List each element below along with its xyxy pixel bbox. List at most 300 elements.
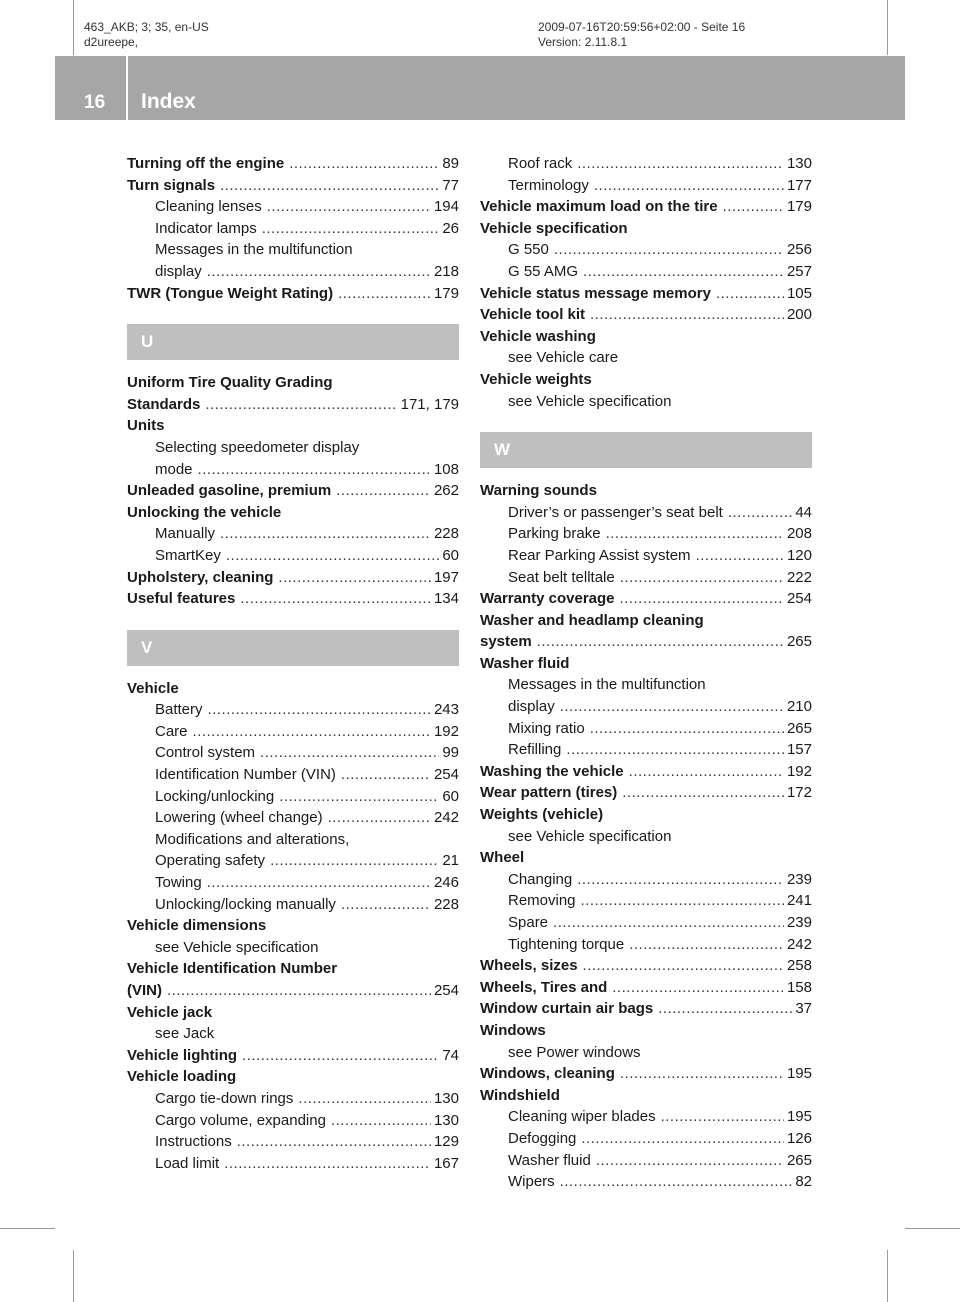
index-subentry [127,437,459,480]
page-reference: 26 [442,219,459,237]
index-entry [480,847,812,869]
entry-text-line: Uniform Tire Quality Grading [127,374,333,392]
page-reference: 60 [442,546,459,564]
index-entry [480,196,812,218]
entry-term: Parking brake [508,525,601,543]
meta-left-line1: 463_AKB; 3; 35, en-US [84,20,209,34]
page-reference: 256 [786,241,812,259]
index-subentry [127,742,459,764]
page-reference: 200 [786,306,812,324]
entry-term: Terminology [508,176,589,194]
index-subentry [480,545,812,567]
entry-term: Locking/unlocking [155,787,275,805]
entry-term: display [508,698,555,716]
page-reference: 37 [795,1000,812,1018]
entry-term: Defogging [508,1129,577,1147]
dot-leader [328,807,431,829]
entry-term: Operating safety [155,852,266,870]
entry-term: Windshield [480,1086,560,1104]
dot-leader [577,153,784,175]
dot-leader [622,782,784,804]
index-subentry [127,937,459,959]
dot-leader [606,523,784,545]
entry-term: Vehicle washing [480,327,596,345]
dot-leader [590,304,784,326]
entry-term: Vehicle maximum load on the tire [480,198,718,216]
crop-mark [0,1228,55,1229]
entry-term: mode [155,460,193,478]
dot-leader [226,545,439,567]
index-entry [127,283,459,305]
crop-mark [887,0,888,55]
index-subentry [127,196,459,218]
index-entry [127,480,459,502]
index-subentry [480,175,812,197]
index-subentry [480,567,812,589]
index-subentry [127,872,459,894]
page-reference: 171, 179 [400,395,459,413]
index-subentry [480,502,812,524]
page-reference: 82 [795,1173,812,1191]
page-reference: 195 [786,1108,812,1126]
dot-leader [583,261,784,283]
entry-term: Wipers [508,1173,555,1191]
dot-leader [331,1110,431,1132]
entry-term: Unleaded gasoline, premium [127,482,332,500]
page-reference: 222 [786,568,812,586]
entry-term: see Power windows [508,1043,641,1061]
index-subentry [480,1106,812,1128]
page-reference: 239 [786,870,812,888]
page-title: Index [141,90,196,113]
entry-term: Roof rack [508,155,573,172]
entry-term: TWR (Tongue Weight Rating) [127,284,334,302]
index-entry [480,480,812,502]
section-letter-heading: W [480,432,812,468]
page-reference: 210 [786,698,812,716]
entry-term: Indicator lamps [155,219,257,237]
index-subentry [127,721,459,743]
page-reference: 254 [433,982,459,999]
entry-term: Turn signals [127,176,216,194]
crop-mark [73,1250,74,1302]
meta-left-line2: d2ureepe, [84,35,139,49]
page-reference: 265 [786,1151,812,1169]
entry-term: Vehicle weights [480,370,592,388]
entry-term: see Jack [155,1025,215,1043]
page-reference: 105 [786,284,812,302]
entry-term: Seat belt telltale [508,568,615,586]
dot-leader [240,588,431,610]
index-subentry [127,699,459,721]
index-entry [127,372,459,415]
index-subentry [480,1171,812,1193]
index-subentry [480,347,812,369]
page-reference: 158 [786,978,812,996]
dot-leader [620,1063,784,1085]
entry-text-line: Modifications and alterations, [155,830,350,848]
index-subentry [127,1153,459,1175]
dot-leader [207,261,431,283]
entry-term: Vehicle tool kit [480,306,586,324]
index-subentry [127,239,459,282]
entry-term: Vehicle lighting [127,1046,238,1064]
index-entry [480,1020,812,1042]
dot-leader [167,980,431,1002]
entry-term: Upholstery, cleaning [127,568,274,586]
entry-term: (VIN) [127,982,162,999]
index-subentry [480,523,812,545]
entry-term: see Vehicle specification [508,827,672,845]
dot-leader [207,872,431,894]
page-reference: 130 [433,1111,459,1129]
index-subentry [127,894,459,916]
page-reference: 228 [433,895,459,913]
entry-term: Washing the vehicle [480,762,624,780]
index-subentry [480,1150,812,1172]
index-subentry [127,764,459,786]
entry-term: Tightening torque [508,935,625,953]
entry-term: Standards [127,395,201,413]
entry-term: Wheels, Tires and [480,978,608,996]
entry-term: Useful features [127,590,236,608]
index-entry [480,653,812,675]
dot-leader [560,696,784,718]
page-reference: 108 [433,460,459,478]
index-subentry [480,1042,812,1064]
index-subentry [127,807,459,829]
section-letter-heading: U [127,324,459,360]
index-entry [127,1066,459,1088]
entry-term: G 550 [508,241,549,259]
page-reference: 246 [433,874,459,892]
index-subentry [480,239,812,261]
index-entry [480,326,812,348]
page-reference: 60 [442,787,459,805]
index-subentry [127,1023,459,1045]
dot-leader [553,912,784,934]
entry-term: Cargo tie-down rings [155,1089,294,1107]
page-reference: 74 [442,1046,459,1064]
page-reference: 192 [786,762,812,780]
index-column-left [127,153,459,1174]
entry-term: Load limit [155,1154,220,1172]
dot-leader [728,502,792,524]
entry-term: see Vehicle care [508,349,619,367]
page-reference: 99 [442,744,459,762]
index-entry [480,955,812,977]
entry-term: see Vehicle specification [508,392,672,410]
dot-leader [336,480,431,502]
dot-leader [341,764,431,786]
entry-term: SmartKey [155,546,221,564]
entry-term: G 55 AMG [508,262,579,280]
dot-leader [242,1045,439,1067]
entry-text-line: Washer and headlamp cleaning [480,611,704,629]
entry-term: Vehicle jack [127,1003,213,1021]
page-reference: 254 [786,590,812,608]
entry-text-line: Messages in the multifunction [155,241,353,259]
dot-leader [289,153,439,175]
dot-leader [262,218,440,240]
index-subentry [480,739,812,761]
page-reference: 89 [442,155,459,172]
dot-leader [220,523,431,545]
entry-term: Spare [508,914,549,931]
index-subentry [480,391,812,413]
entry-term: Instructions [155,1133,232,1151]
entry-term: Manually [155,525,216,543]
dot-leader [577,869,784,891]
index-entry [480,804,812,826]
page-reference: 239 [786,914,812,931]
dot-leader [590,718,784,740]
entry-term: Changing [508,870,573,888]
dot-leader [208,699,431,721]
page-reference: 194 [433,198,459,216]
dot-leader [237,1131,431,1153]
dot-leader [554,239,784,261]
entry-term: Wear pattern (tires) [480,784,618,802]
dot-leader [581,890,784,912]
page-reference: 241 [786,892,812,910]
page-reference: 157 [786,741,812,759]
entry-term: Unlocking/locking manually [155,895,336,913]
index-subentry [480,1128,812,1150]
index-entry [480,1085,812,1107]
index-subentry [127,545,459,567]
crop-mark [887,1250,888,1302]
index-subentry [127,786,459,808]
dot-leader [267,196,431,218]
index-entry [480,218,812,240]
dot-leader [205,394,397,416]
entry-term: Vehicle dimensions [127,917,267,935]
page-reference: 130 [433,1089,459,1107]
entry-term: Battery [155,701,203,719]
index-entry [480,610,812,653]
entry-term: Rear Parking Assist system [508,546,691,564]
entry-term: Lowering (wheel change) [155,809,323,827]
index-subentry [127,218,459,240]
index-entry [480,1063,812,1085]
entry-term: Turning off the engine [127,155,285,172]
dot-leader [596,1150,784,1172]
index-entry [480,304,812,326]
dot-leader [220,175,439,197]
dot-leader [560,1171,793,1193]
page-reference: 262 [433,482,459,500]
dot-leader [723,196,784,218]
dot-leader [696,545,784,567]
index-column-right [480,153,812,1193]
dot-leader [620,588,784,610]
page-reference: 258 [786,957,812,975]
print-metadata-right [538,20,745,50]
entry-term: Wheels, sizes [480,957,578,975]
entry-term: Windows [480,1021,546,1039]
print-metadata-left [84,20,209,50]
page-reference: 77 [442,176,459,194]
entry-term: Mixing ratio [508,719,585,737]
index-entry [480,998,812,1020]
index-subentry [480,934,812,956]
entry-term: Vehicle specification [480,219,628,237]
page-reference: 126 [786,1129,812,1147]
entry-term: Vehicle loading [127,1068,237,1086]
dot-leader [260,742,439,764]
meta-right-line1: 2009-07-16T20:59:56+02:00 - Seite 16 [538,20,746,34]
page-number: 16 [84,92,106,113]
index-subentry [127,1088,459,1110]
entry-term: Units [127,417,165,435]
entry-term: Driver’s or passenger’s seat belt [508,503,723,521]
index-entry [127,153,459,175]
index-subentry [480,912,812,934]
index-subentry [127,523,459,545]
entry-term: display [155,262,202,280]
dot-leader [298,1088,431,1110]
entry-term: Cleaning lenses [155,198,262,216]
page-reference: 265 [786,719,812,737]
page-reference: 44 [795,503,812,521]
index-entry [480,283,812,305]
page-reference: 195 [786,1065,812,1083]
index-entry [480,782,812,804]
entry-term: Warranty coverage [480,590,615,608]
index-entry [480,761,812,783]
dot-leader [594,175,784,197]
entry-term: Washer fluid [508,1151,591,1169]
index-entry [127,567,459,589]
dot-leader [278,567,431,589]
dot-leader [620,567,784,589]
meta-right-line2: Version: 2.11.8.1 [538,35,628,49]
page-reference: 179 [433,284,459,302]
index-entry [480,977,812,999]
entry-term: Vehicle status message memory [480,284,711,302]
entry-term: Removing [508,892,576,910]
index-subentry [480,869,812,891]
index-subentry [127,1131,459,1153]
entry-term: Weights (vehicle) [480,806,604,824]
entry-term: Identification Number (VIN) [155,766,336,784]
dot-leader [198,459,431,481]
index-subentry [480,718,812,740]
dot-leader [270,850,439,872]
index-subentry [480,890,812,912]
dot-leader [193,721,431,743]
page-reference: 177 [786,176,812,194]
entry-term: Wheel [480,849,525,867]
entry-term: see Vehicle specification [155,938,319,956]
page-reference: 265 [786,633,812,651]
page-reference: 208 [786,525,812,543]
page-reference: 179 [786,198,812,216]
page-reference: 192 [433,722,459,740]
page-reference: 254 [433,766,459,784]
index-entry [127,1045,459,1067]
dot-leader [661,1106,784,1128]
header-divider [126,56,128,120]
dot-leader [537,631,784,653]
index-entry [127,915,459,937]
index-entry [127,1002,459,1024]
page-reference: 129 [433,1133,459,1151]
entry-term: Cleaning wiper blades [508,1108,656,1126]
index-entry [127,502,459,524]
index-subentry [127,1110,459,1132]
section-letter-heading: V [127,630,459,666]
entry-term: Refilling [508,741,562,759]
page-reference: 243 [433,701,459,719]
page-reference: 120 [786,546,812,564]
entry-text-line: Selecting speedometer display [155,438,360,456]
entry-term: Washer fluid [480,654,570,672]
page-reference: 228 [433,525,459,543]
page-reference: 242 [786,935,812,953]
dot-leader [581,1128,784,1150]
entry-term: Window curtain air bags [480,1000,654,1018]
entry-text-line: Messages in the multifunction [508,676,706,694]
page-reference: 130 [786,155,812,172]
dot-leader [583,955,784,977]
index-entry [127,958,459,1001]
entry-term: Towing [155,874,202,892]
index-entry [127,588,459,610]
index-entry [127,175,459,197]
index-subentry [480,826,812,848]
index-entry [480,369,812,391]
entry-term: Care [155,722,188,740]
index-subentry [480,674,812,717]
page-reference: 197 [433,568,459,586]
entry-term: Vehicle [127,679,179,697]
crop-mark [905,1228,960,1229]
dot-leader [338,283,431,305]
dot-leader [716,283,784,305]
entry-term: Windows, cleaning [480,1065,615,1083]
page-reference: 21 [442,852,459,870]
index-entry [127,415,459,437]
dot-leader [629,934,784,956]
index-subentry [480,261,812,283]
crop-mark [73,0,74,55]
dot-leader [566,739,784,761]
entry-term: Unlocking the vehicle [127,503,282,521]
dot-leader [341,894,431,916]
dot-leader [629,761,784,783]
page-reference: 257 [786,262,812,280]
dot-leader [612,977,784,999]
index-entry [480,588,812,610]
entry-term: Warning sounds [480,482,597,500]
page-reference: 172 [786,784,812,802]
index-subentry [480,153,812,175]
entry-term: Control system [155,744,256,762]
index-entry [127,678,459,700]
entry-term: Cargo volume, expanding [155,1111,326,1129]
page-reference: 134 [433,590,459,608]
page-reference: 242 [433,809,459,827]
index-subentry [127,829,459,872]
page-reference: 167 [433,1154,459,1172]
entry-text-line: Vehicle Identification Number [127,960,338,978]
page-reference: 218 [433,262,459,280]
entry-term: system [480,633,532,651]
dot-leader [279,786,439,808]
dot-leader [658,998,792,1020]
